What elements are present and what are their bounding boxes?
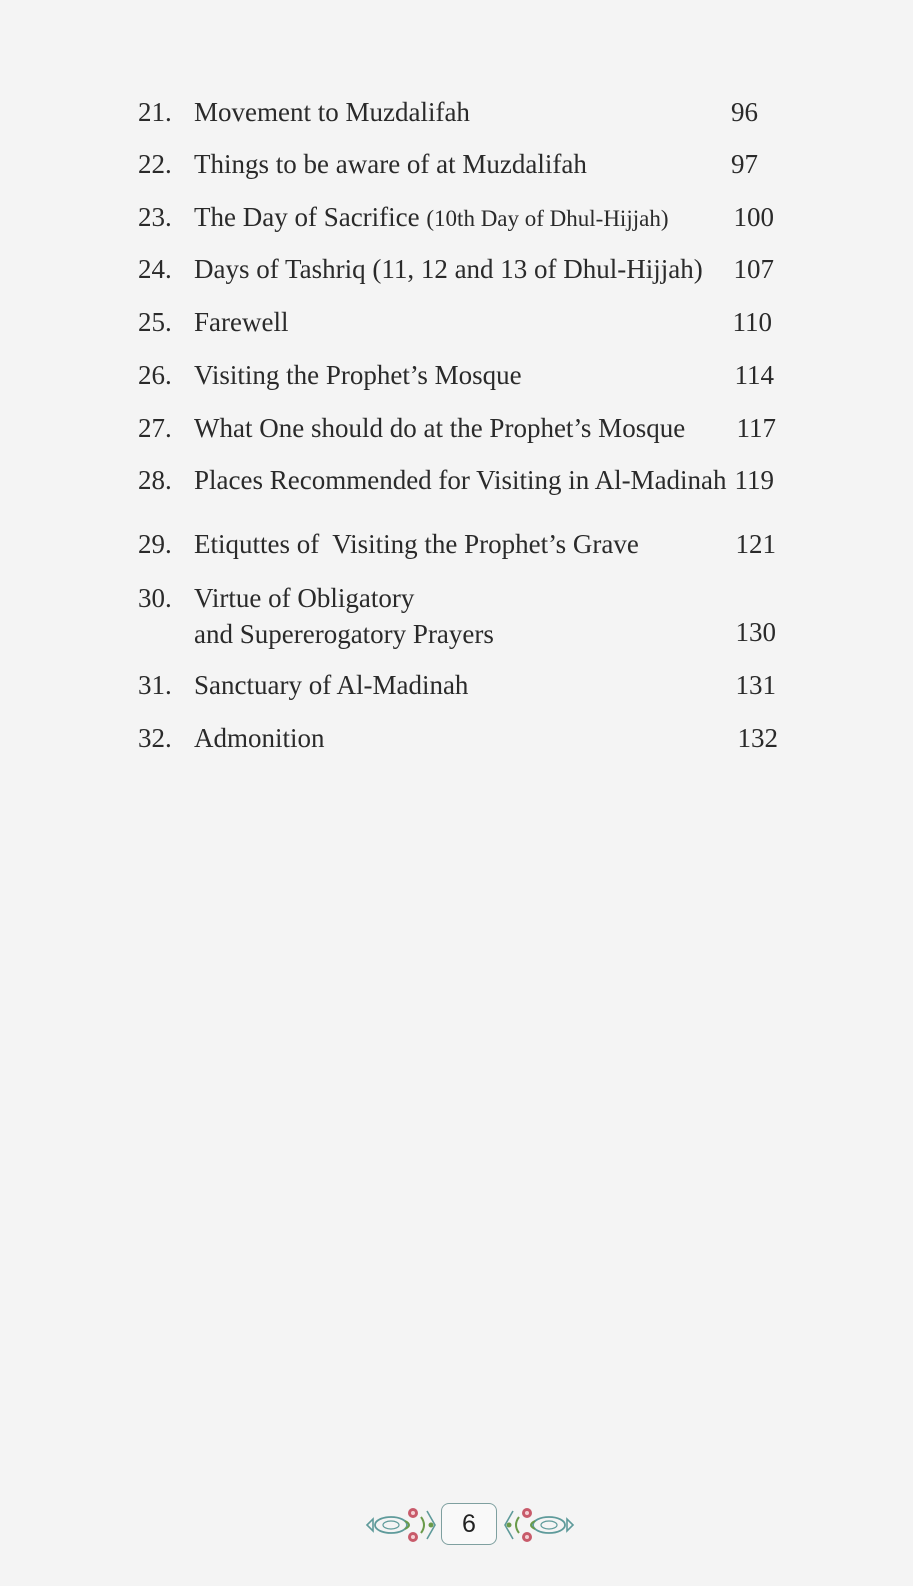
toc-entry[interactable]	[138, 580, 778, 656]
toc-entry-number: 24.	[138, 254, 172, 284]
toc-entry-number: 32.	[138, 723, 172, 753]
toc-entry-title: Etiquttes of Visiting the Prophet’s Grave	[194, 529, 639, 559]
toc-entry-number: 31.	[138, 670, 172, 700]
toc-entry-page: 130	[735, 617, 776, 647]
toc-entry-title-line2: and Supererogatory Prayers	[194, 619, 494, 649]
toc-entry-number: 27.	[138, 413, 172, 443]
footer-ornament-group	[361, 1503, 581, 1547]
toc-entry-title-line1: Virtue of Obligatory	[194, 583, 415, 613]
toc-entry-number: 25.	[138, 307, 172, 337]
toc-entry-page: 114	[734, 360, 774, 390]
floral-ornament-icon	[501, 1503, 579, 1547]
page-number: 6	[441, 1503, 497, 1545]
toc-entry-page: 97	[731, 149, 758, 179]
toc-entry-title: Places Recommended for Visiting in Al-Madinah	[194, 465, 727, 495]
toc-entry-number: 23.	[138, 202, 172, 232]
toc-entry-page: 110	[732, 307, 772, 337]
toc-entry-page: 117	[736, 413, 776, 443]
toc-entry-title: Sanctuary of Al-Madinah	[194, 670, 469, 700]
toc-entry-title: Visiting the Prophet’s Mosque	[194, 360, 522, 390]
toc-entry-number: 21.	[138, 97, 172, 127]
toc-entry-page: 107	[733, 254, 774, 284]
toc-entry-page: 119	[734, 465, 774, 495]
page-footer	[0, 1503, 913, 1547]
toc-entry-page: 96	[731, 97, 758, 127]
toc-entry-title: Things to be aware of at Muzdalifah	[194, 149, 587, 179]
toc-entry-title: What One should do at the Prophet’s Mosque	[194, 413, 686, 443]
toc-entry-number: 29.	[138, 529, 172, 559]
toc-entry-title: Farewell	[194, 307, 289, 337]
toc-entry-number: 26.	[138, 360, 172, 390]
toc-entry-page: 132	[737, 723, 778, 753]
toc-entry-page: 121	[735, 529, 776, 559]
toc-entry-title	[194, 580, 494, 652]
toc-entry-title-note: (10th Day of Dhul-Hijjah)	[426, 206, 669, 231]
toc-entry-page: 100	[733, 202, 774, 232]
toc-entry-title-main: The Day of Sacrifice	[194, 202, 420, 232]
toc-entry-title: Days of Tashriq (11, 12 and 13 of Dhul-Hijjah)	[194, 254, 703, 284]
toc-entry-number: 28.	[138, 465, 172, 495]
toc-entry-title: Movement to Muzdalifah	[194, 97, 470, 127]
toc-entry-number: 30.	[138, 583, 172, 613]
toc-entry-title: Admonition	[194, 723, 325, 753]
toc-entry-number: 22.	[138, 149, 172, 179]
toc-entry-page: 131	[735, 670, 776, 700]
floral-ornament-icon	[361, 1503, 439, 1547]
toc-entry-title	[194, 199, 668, 237]
